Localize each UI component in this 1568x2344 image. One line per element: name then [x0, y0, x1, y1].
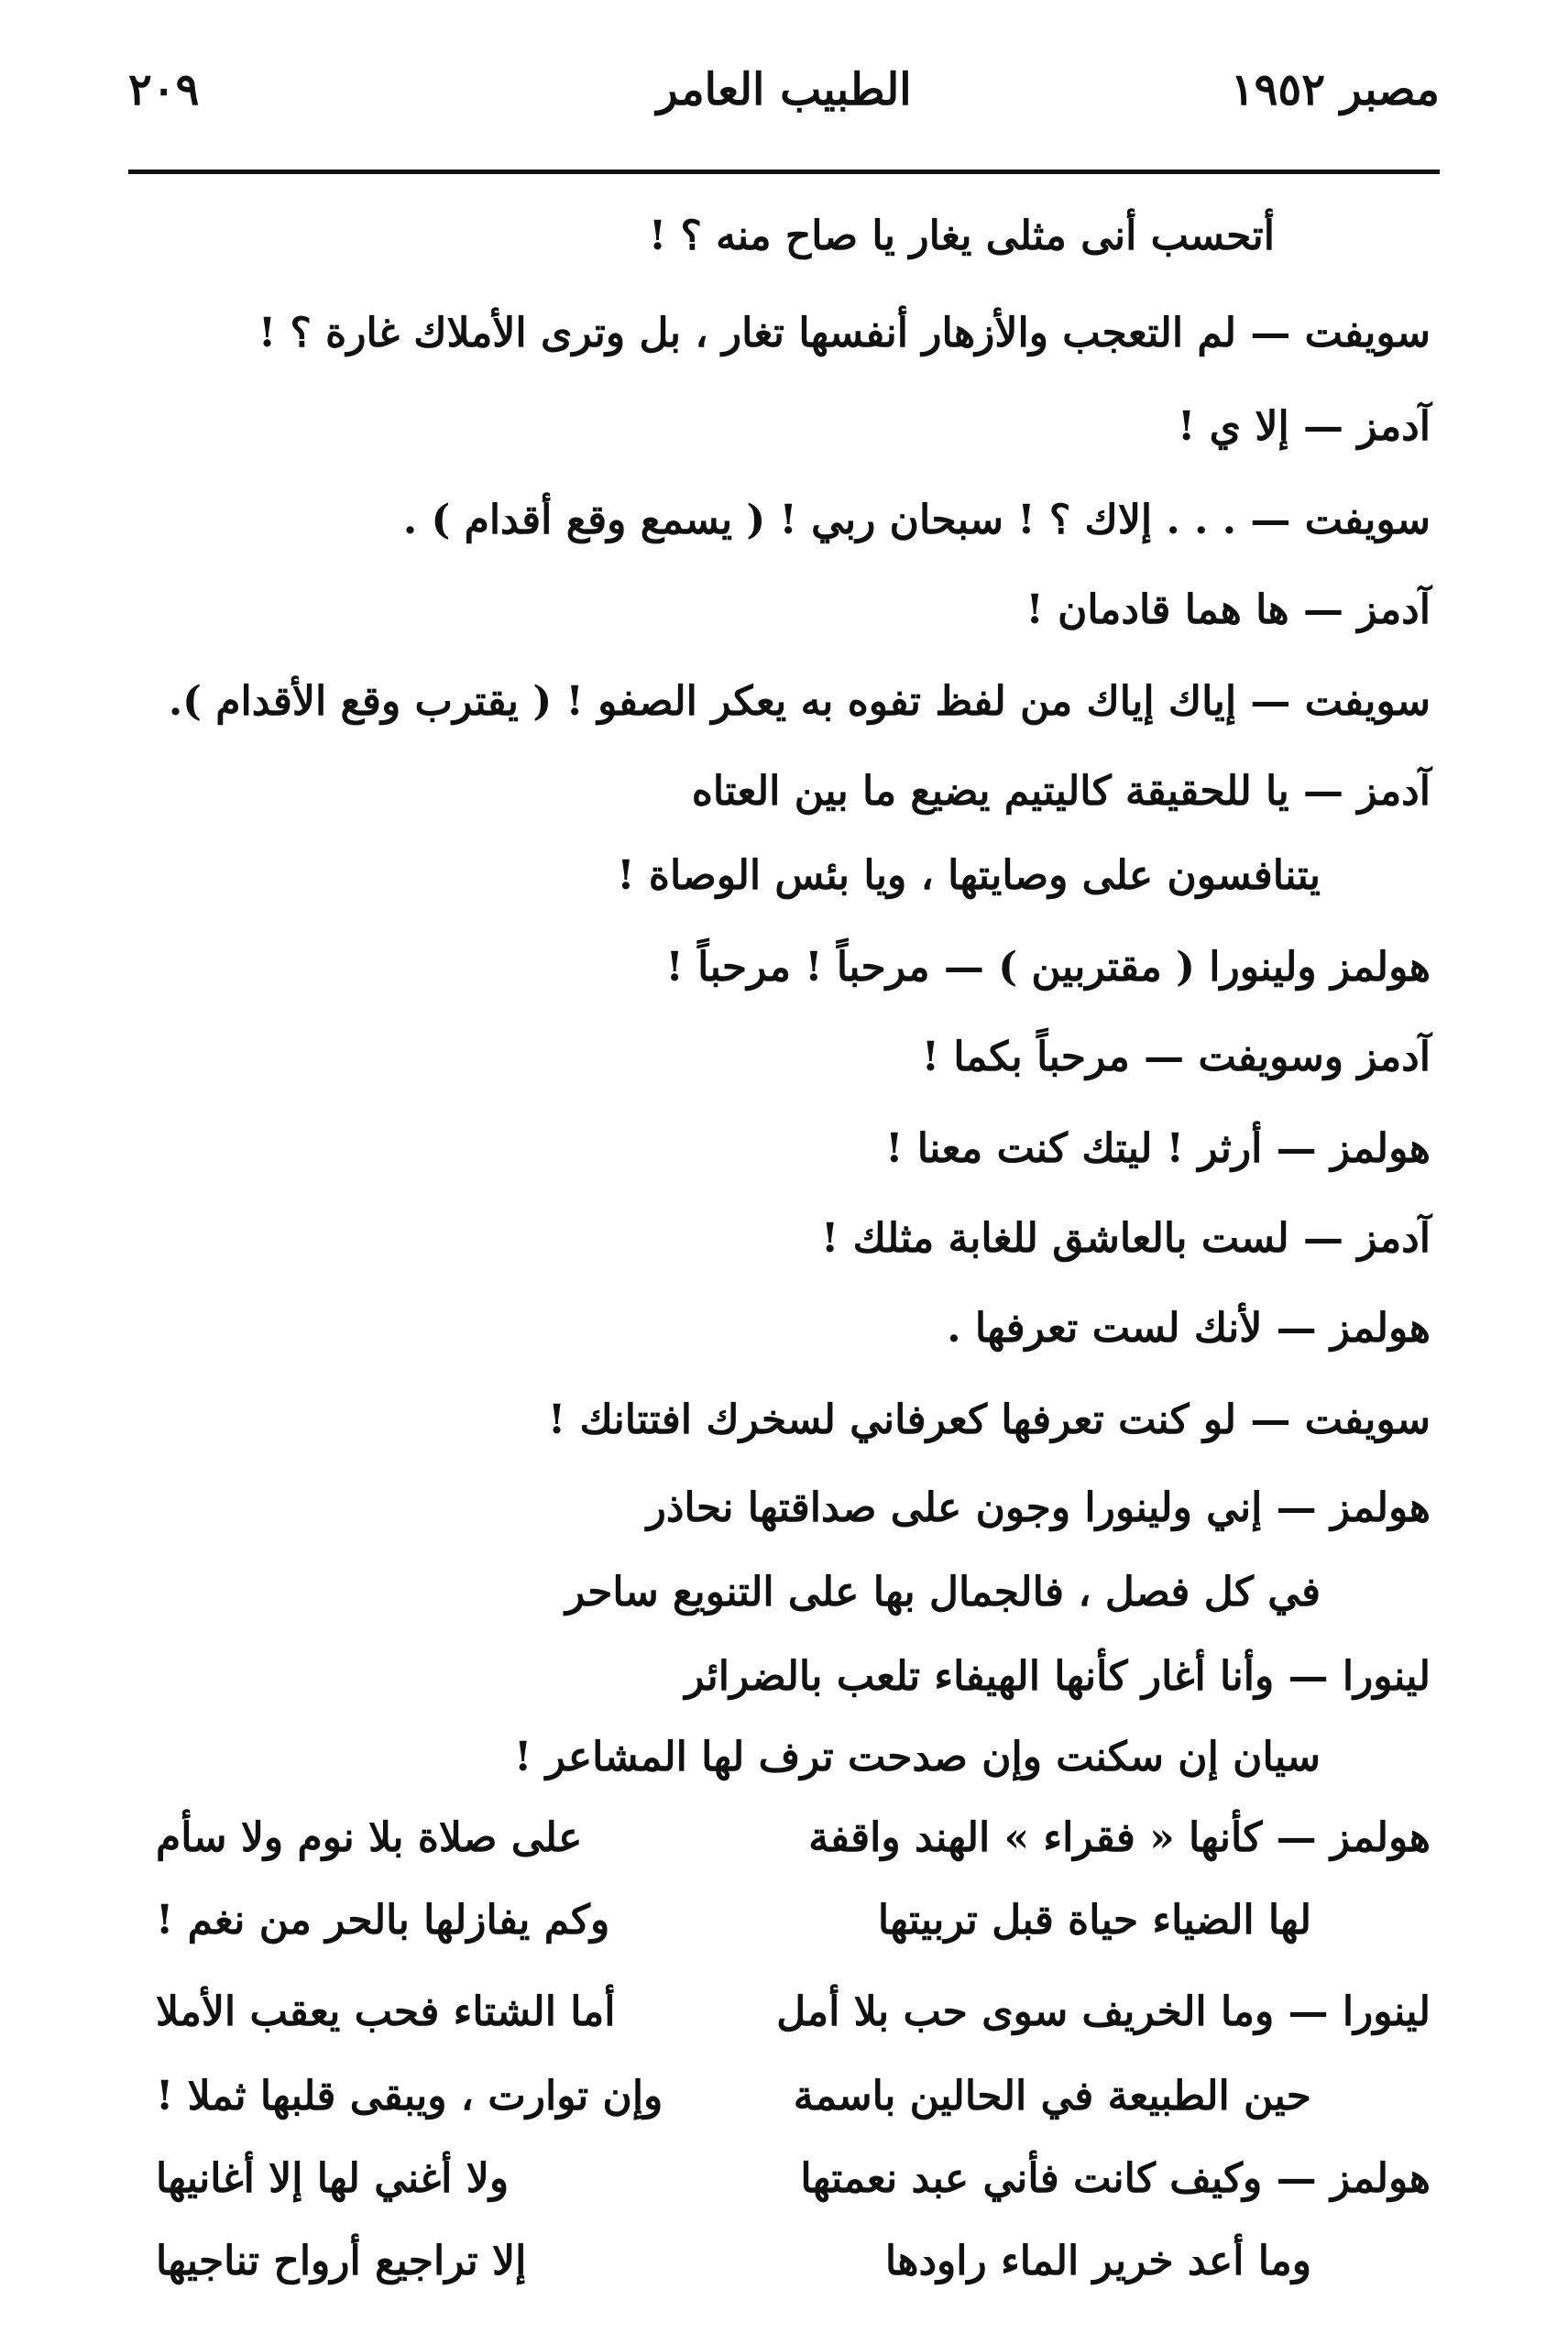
text-line: في كل فصل ، فالجمال بها على التنويع ساحر	[565, 1569, 1321, 1616]
text-line: آدمز — يا للحقيقة كاليتيم يضيع ما بين العتاه	[691, 768, 1431, 815]
text-line: آدمز — لست بالعاشق للغابة مثلك !	[821, 1215, 1431, 1262]
text-line: يتنافسون على وصايتها ، ويا بئس الوصاة !	[617, 852, 1321, 899]
text-line: أتحسب أنى مثلى يغار يا صاح منه ؟ !	[648, 213, 1275, 259]
issue-date: مصبر ١٩٥٢	[1230, 64, 1440, 115]
verse-first-hemistich: هولمز — وكيف كانت فأني عبد نعمتها	[800, 2155, 1431, 2202]
text-line: آدمز وسويفت — مرحباً بكما !	[921, 1034, 1431, 1080]
header-divider	[128, 170, 1440, 174]
text-line: سويفت — لو كنت تعرفها كعرفاني لسخرك افتتانك !	[547, 1397, 1431, 1443]
journal-title: الطبيب العامر	[656, 64, 912, 115]
verse-row	[128, 1897, 1431, 1952]
verse-row	[128, 2073, 1431, 2128]
verse-row	[128, 1988, 1431, 2043]
verse-second-hemistich: أما الشتاء فحب يعقب الأملا	[156, 1988, 616, 2035]
verse-second-hemistich: وإن توارت ، ويبقى قلبها ثملا !	[156, 2073, 663, 2119]
page-number: ٢٠٩	[128, 64, 200, 115]
text-line: هولمز ولينورا ( مقتربين ) — مرحباً ! مرحباً !	[665, 944, 1431, 991]
verse-row	[128, 2155, 1431, 2210]
text-line: سويفت — لم التعجب والأزهار أنفسها تغار ، بل وترى الأملاك غارة ؟ !	[258, 310, 1431, 356]
text-line: آدمز — إلا ي !	[1177, 403, 1431, 450]
verse-row	[128, 2238, 1431, 2293]
text-line: سويفت — إياك إياك من لفظ تفوه به يعكر الصفو ! ( يقترب وقع الأقدام ).	[168, 678, 1431, 725]
verse-first-hemistich: حين الطبيعة في الحالين باسمة	[793, 2073, 1311, 2119]
text-line: لينورا — وأنا أغار كأنها الهيفاء تلعب بالضرائر	[685, 1653, 1431, 1700]
text-line: سيان إن سكنت وإن صدحت ترف لها المشاعر !	[513, 1734, 1321, 1780]
page-header	[128, 64, 1440, 147]
verse-first-hemistich: لها الضياء حياة قبل تربيتها	[877, 1897, 1311, 1944]
verse-second-hemistich: وكم يفازلها بالحر من نغم !	[156, 1897, 610, 1944]
text-line: آدمز — ها هما قادمان !	[1025, 586, 1431, 633]
verse-first-hemistich: لينورا — وما الخريف سوى حب بلا أمل	[776, 1988, 1431, 2035]
text-line: هولمز — لأنك لست تعرفها .	[947, 1305, 1431, 1352]
verse-second-hemistich: إلا تراجيع أرواح تناجيها	[156, 2238, 527, 2284]
verse-row	[128, 1814, 1431, 1869]
verse-first-hemistich: وما أعد خرير الماء راودها	[884, 2238, 1311, 2284]
text-line: هولمز — أرثر ! ليتك كنت معنا !	[885, 1125, 1431, 1172]
verse-first-hemistich: هولمز — كأنها « فقراء » الهند واقفة	[808, 1814, 1431, 1861]
text-line: هولمز — إني ولينورا وجون على صداقتها نحاذر	[646, 1484, 1431, 1531]
verse-second-hemistich: ولا أغني لها إلا أغانيها	[156, 2155, 510, 2202]
text-line: سويفت — . . . إلاك ؟ ! سبحان ربي ! ( يسمع وقع أقدام ) .	[402, 497, 1431, 543]
verse-second-hemistich: على صلاة بلا نوم ولا سأم	[156, 1814, 583, 1861]
